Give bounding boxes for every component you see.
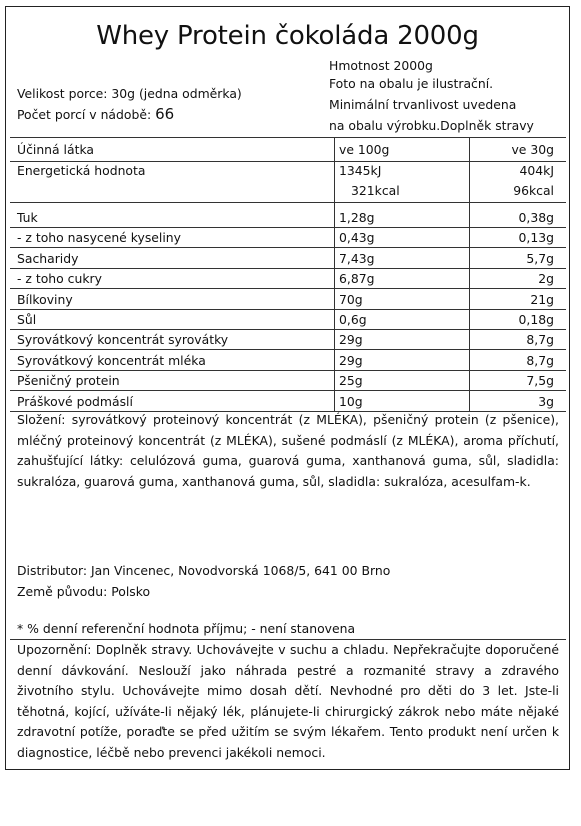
servings-value: 66	[155, 105, 175, 123]
table-row	[10, 228, 566, 248]
nutrient-name: - z toho cukry	[17, 271, 102, 287]
photo-note: Foto na obalu je ilustrační.	[329, 76, 494, 91]
value-per-30g: 2g	[538, 271, 554, 287]
product-title: Whey Protein čokoláda 2000g	[96, 21, 479, 51]
value-per-30g: 21g	[530, 291, 554, 307]
table-row	[10, 310, 566, 330]
value-per-100g: 6,87g	[339, 271, 375, 287]
nutrient-name: Pšeničný protein	[17, 373, 120, 389]
value-per-30g: 8,7g	[526, 352, 554, 368]
servings-label: Počet porcí v nádobě:	[17, 107, 152, 122]
value-per-30g: 3g	[538, 393, 554, 409]
value-per-100g: 29g	[339, 332, 363, 348]
energy-kcal-100g: 321kcal	[351, 183, 400, 198]
value-per-30g: 5,7g	[526, 250, 554, 266]
value-per-30g: 8,7g	[526, 332, 554, 348]
table-header-row	[10, 140, 566, 160]
value-per-100g: 0,43g	[339, 230, 375, 246]
value-per-100g: 10g	[339, 393, 363, 409]
nutrient-name: Syrovátkový koncentrát mléka	[17, 352, 206, 368]
table-row	[10, 392, 566, 412]
net-weight: Hmotnost 2000g	[329, 58, 433, 73]
value-per-100g: 0,6g	[339, 312, 367, 327]
energy-label: Energetická hodnota	[17, 163, 146, 178]
energy-kj-100g: 1345kJ	[339, 163, 382, 178]
energy-row	[10, 161, 566, 181]
serving-size: Velikost porce: 30g (jedna odměrka)	[17, 86, 242, 101]
value-per-100g: 7,43g	[339, 250, 375, 266]
value-per-100g: 70g	[339, 291, 363, 307]
energy-kj-30g: 404kJ	[519, 163, 554, 178]
composition-text: Složení: syrovátkový proteinový koncentrát (z MLÉKA), pšeničný protein (z pšenice), mléčný proteinový koncentrát (z MLÉKA), sušené podmáslí (z MLÉKA), aroma příchutí, zahušťující látky: celulózová guma, guarová guma, xanthanová guma, sůl, sladidla: sukralóza, guarová guma, xanthanová guma, sůl, sladidla: sukralóza, acesulfam-k.	[17, 412, 559, 489]
value-per-30g: 7,5g	[526, 373, 554, 389]
column-divider-left	[334, 137, 335, 412]
nutrient-name: - z toho nasycené kyseliny	[17, 230, 181, 246]
footnote-text: * % denní referenční hodnota příjmu; - není stanovena	[17, 621, 356, 636]
table-row	[10, 249, 566, 269]
nutrient-name: Tuk	[17, 210, 38, 225]
value-per-100g: 29g	[339, 352, 363, 368]
energy-kcal-row	[10, 181, 566, 201]
value-per-100g: 25g	[339, 373, 363, 389]
table-row	[10, 371, 566, 391]
nutrition-label	[5, 6, 570, 770]
header-substance: Účinná látka	[17, 142, 95, 157]
warning-text: Upozornění: Doplněk stravy. Uchovávejte v suchu a chladu. Nepřekračujte doporučené denní dávkování. Neslouží jako náhrada pestré a rozmanité stravy a zdravého životního stylu. Uchovávejte mimo dosah dětí. Nevhodné pro děti do 3 let. Jste-li těhotná, kojící, užíváte-li nějaký lék, plánujete-li chirurgický zákrok nebo máte nějaké zdravotní potíže, poraďte se před užitím se svým lékařem. Tento produkt není určen k diagnostice, léčbě nebo prevenci jakékoli nemoci.	[17, 642, 559, 760]
header-per-30g: ve 30g	[511, 142, 554, 157]
energy-rule	[10, 202, 566, 203]
value-per-30g: 0,18g	[518, 312, 554, 327]
shelf-life-note: Minimální trvanlivost uvedena	[329, 97, 517, 112]
distributor-text: Distributor: Jan Vincenec, Novodvorská 1068/5, 641 00 Brno	[17, 563, 391, 578]
value-per-100g: 1,28g	[339, 210, 375, 225]
nutrient-name: Sacharidy	[17, 250, 79, 266]
table-row	[10, 269, 566, 289]
table-row	[10, 351, 566, 371]
energy-kcal-30g: 96kcal	[513, 183, 554, 198]
value-per-30g: 0,13g	[518, 230, 554, 246]
origin-text: Země původu: Polsko	[17, 584, 151, 599]
supplement-note: na obalu výrobku.Doplněk stravy	[329, 118, 534, 133]
value-per-30g: 0,38g	[518, 210, 554, 225]
table-row	[10, 330, 566, 350]
table-top-rule	[10, 137, 566, 138]
servings-per-container	[17, 106, 174, 123]
nutrient-name: Sůl	[17, 312, 37, 327]
nutrient-name: Bílkoviny	[17, 291, 73, 307]
header-per-100g: ve 100g	[339, 142, 390, 157]
column-divider-right	[469, 137, 470, 412]
table-row	[10, 290, 566, 310]
table-row	[10, 208, 566, 228]
nutrient-name: Práškové podmáslí	[17, 393, 133, 409]
nutrient-name: Syrovátkový koncentrát syrovátky	[17, 332, 229, 348]
